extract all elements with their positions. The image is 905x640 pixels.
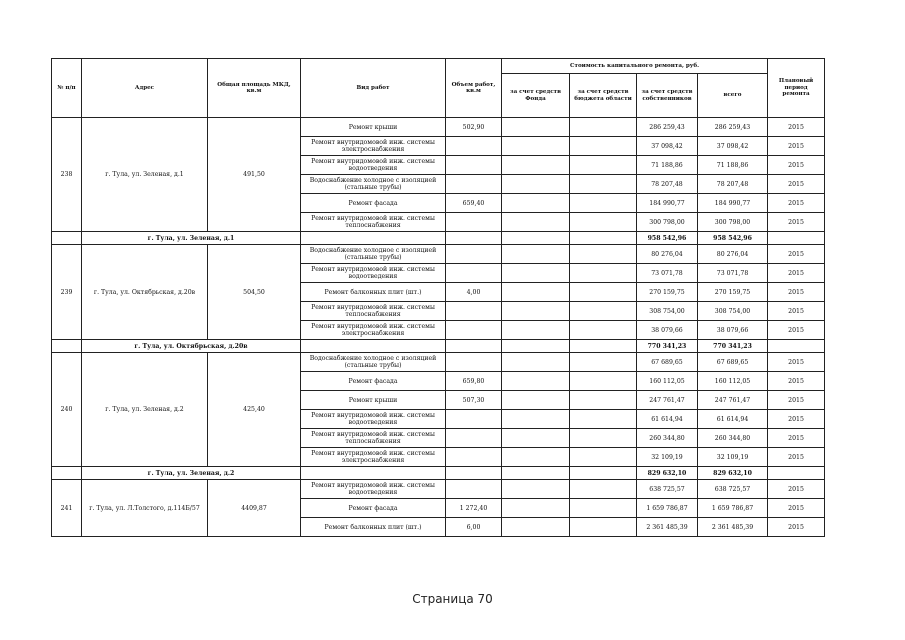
region-cell: [570, 213, 637, 232]
period-cell: 2015: [768, 213, 825, 232]
volume-cell: 507,30: [446, 391, 502, 410]
work-type-cell: Ремонт фасада: [301, 499, 446, 518]
volume-cell: [446, 245, 502, 264]
fund-cell: [502, 391, 570, 410]
work-type-cell: Ремонт фасада: [301, 194, 446, 213]
volume-cell: 4,00: [446, 283, 502, 302]
region-cell: [570, 410, 637, 429]
total-cell: 160 112,05: [698, 372, 768, 391]
header-total: всего: [698, 74, 768, 118]
region-cell: [570, 518, 637, 537]
volume-cell: [446, 137, 502, 156]
fund-cell: [502, 372, 570, 391]
total-cell: 300 798,00: [698, 213, 768, 232]
region-cell: [570, 429, 637, 448]
total-cell: 260 344,80: [698, 429, 768, 448]
volume-cell: [446, 264, 502, 283]
volume-cell: [446, 480, 502, 499]
capital-repair-table: [51, 58, 825, 537]
total-cell: 71 188,86: [698, 156, 768, 175]
total-cell: 2 361 485,39: [698, 518, 768, 537]
period-cell: 2015: [768, 194, 825, 213]
table-row: [52, 480, 825, 499]
address-cell: г. Тула, ул. Л.Толстого, д.114Б/57: [82, 480, 208, 537]
total-cell: 308 754,00: [698, 302, 768, 321]
period-cell: 2015: [768, 499, 825, 518]
own-cell: 71 188,86: [637, 156, 698, 175]
fund-cell: [502, 321, 570, 340]
subtotal-row: [52, 340, 825, 353]
region-cell: [570, 391, 637, 410]
total-cell: 80 276,04: [698, 245, 768, 264]
region-cell: [570, 321, 637, 340]
fund-cell: [502, 245, 570, 264]
work-type-cell: Ремонт внутридомовой инж. системы теплоснабжения: [301, 429, 446, 448]
volume-cell: 659,80: [446, 372, 502, 391]
region-cell: [570, 372, 637, 391]
region-cell: [570, 175, 637, 194]
own-cell: 32 109,19: [637, 448, 698, 467]
own-cell: 638 725,57: [637, 480, 698, 499]
period-cell: 2015: [768, 410, 825, 429]
region-cell: [570, 264, 637, 283]
area-cell: 4409,87: [208, 480, 301, 537]
subtotal-row: [52, 232, 825, 245]
period-cell: 2015: [768, 156, 825, 175]
work-type-cell: Ремонт балконных плит (шт.): [301, 283, 446, 302]
fund-cell: [502, 213, 570, 232]
region-cell: [570, 480, 637, 499]
own-cell: 67 689,65: [637, 353, 698, 372]
total-cell: 32 109,19: [698, 448, 768, 467]
header-fund: за счет средств Фонда: [502, 74, 570, 118]
header-volume: Объем работ, кв.м: [446, 59, 502, 118]
own-cell: 160 112,05: [637, 372, 698, 391]
work-type-cell: Ремонт внутридомовой инж. системы теплоснабжения: [301, 213, 446, 232]
fund-cell: [502, 480, 570, 499]
own-cell: 260 344,80: [637, 429, 698, 448]
table-row: [52, 118, 825, 137]
header-no: № п/п: [52, 59, 82, 118]
work-type-cell: Ремонт внутридомовой инж. системы электроснабжения: [301, 448, 446, 467]
region-cell: [570, 283, 637, 302]
work-type-cell: Ремонт внутридомовой инж. системы водоотведения: [301, 264, 446, 283]
fund-cell: [502, 499, 570, 518]
total-cell: 67 689,65: [698, 353, 768, 372]
own-cell: 270 159,75: [637, 283, 698, 302]
header-period: Плановый период ремонта: [768, 59, 825, 118]
work-type-cell: Водоснабжение холодное с изоляцией (стальные трубы): [301, 245, 446, 264]
period-cell: 2015: [768, 518, 825, 537]
region-cell: [570, 156, 637, 175]
own-cell: 38 079,66: [637, 321, 698, 340]
header-region: за счет средств бюджета области: [570, 74, 637, 118]
address-cell: г. Тула, ул. Зеленая, д.1: [82, 118, 208, 232]
fund-cell: [502, 518, 570, 537]
subtotal-label: г. Тула, ул. Зеленая, д.2: [82, 467, 301, 480]
header-address: Адрес: [82, 59, 208, 118]
period-cell: 2015: [768, 480, 825, 499]
fund-cell: [502, 175, 570, 194]
subtotal-total: 829 632,10: [698, 467, 768, 480]
work-type-cell: Ремонт внутридомовой инж. системы теплоснабжения: [301, 302, 446, 321]
fund-cell: [502, 137, 570, 156]
total-cell: 1 659 786,87: [698, 499, 768, 518]
period-cell: 2015: [768, 137, 825, 156]
header-work-type: Вид работ: [301, 59, 446, 118]
total-cell: 38 079,66: [698, 321, 768, 340]
total-cell: 61 614,94: [698, 410, 768, 429]
fund-cell: [502, 410, 570, 429]
area-cell: 491,50: [208, 118, 301, 232]
own-cell: 37 098,42: [637, 137, 698, 156]
fund-cell: [502, 118, 570, 137]
fund-cell: [502, 302, 570, 321]
row-number-cell: 240: [52, 353, 82, 467]
table-row: [52, 245, 825, 264]
volume-cell: [446, 175, 502, 194]
table-header: [52, 59, 825, 118]
total-cell: 270 159,75: [698, 283, 768, 302]
volume-cell: [446, 429, 502, 448]
own-cell: 300 798,00: [637, 213, 698, 232]
subtotal-label: г. Тула, ул. Октябрьская, д.20в: [82, 340, 301, 353]
address-cell: г. Тула, ул. Октябрьская, д.20в: [82, 245, 208, 340]
period-cell: 2015: [768, 283, 825, 302]
subtotal-total: 958 542,96: [698, 232, 768, 245]
work-type-cell: Ремонт внутридомовой инж. системы водоотведения: [301, 410, 446, 429]
page-footer: Страница 70: [412, 592, 493, 606]
work-type-cell: Ремонт внутридомовой инж. системы электроснабжения: [301, 321, 446, 340]
volume-cell: [446, 321, 502, 340]
row-number-cell: 239: [52, 245, 82, 340]
volume-cell: 659,40: [446, 194, 502, 213]
fund-cell: [502, 264, 570, 283]
fund-cell: [502, 353, 570, 372]
total-cell: 286 259,43: [698, 118, 768, 137]
volume-cell: [446, 353, 502, 372]
volume-cell: [446, 213, 502, 232]
region-cell: [570, 499, 637, 518]
own-cell: 61 614,94: [637, 410, 698, 429]
work-type-cell: Ремонт крыши: [301, 391, 446, 410]
own-cell: 308 754,00: [637, 302, 698, 321]
work-type-cell: Ремонт крыши: [301, 118, 446, 137]
work-type-cell: Водоснабжение холодное с изоляцией (стальные трубы): [301, 353, 446, 372]
fund-cell: [502, 448, 570, 467]
region-cell: [570, 245, 637, 264]
total-cell: 184 990,77: [698, 194, 768, 213]
own-cell: 73 071,78: [637, 264, 698, 283]
period-cell: 2015: [768, 353, 825, 372]
header-own: за счет средств собственников: [637, 74, 698, 118]
volume-cell: [446, 448, 502, 467]
row-number-cell: 238: [52, 118, 82, 232]
period-cell: 2015: [768, 245, 825, 264]
region-cell: [570, 118, 637, 137]
subtotal-own: 958 542,96: [637, 232, 698, 245]
subtotal-row: [52, 467, 825, 480]
subtotal-label: г. Тула, ул. Зеленая, д.1: [82, 232, 301, 245]
own-cell: 184 990,77: [637, 194, 698, 213]
fund-cell: [502, 283, 570, 302]
subtotal-own: 829 632,10: [637, 467, 698, 480]
header-cost-group: Стоимость капитального ремонта, руб.: [502, 59, 768, 74]
subtotal-total: 770 341,23: [698, 340, 768, 353]
period-cell: 2015: [768, 264, 825, 283]
region-cell: [570, 353, 637, 372]
period-cell: 2015: [768, 448, 825, 467]
region-cell: [570, 194, 637, 213]
region-cell: [570, 448, 637, 467]
region-cell: [570, 137, 637, 156]
period-cell: 2015: [768, 429, 825, 448]
period-cell: 2015: [768, 302, 825, 321]
area-cell: 425,40: [208, 353, 301, 467]
volume-cell: [446, 302, 502, 321]
period-cell: 2015: [768, 321, 825, 340]
own-cell: 2 361 485,39: [637, 518, 698, 537]
total-cell: 73 071,78: [698, 264, 768, 283]
total-cell: 247 761,47: [698, 391, 768, 410]
work-type-cell: Ремонт внутридомовой инж. системы водоотведения: [301, 156, 446, 175]
own-cell: 80 276,04: [637, 245, 698, 264]
work-type-cell: Ремонт внутридомовой инж. системы электроснабжения: [301, 137, 446, 156]
period-cell: 2015: [768, 391, 825, 410]
own-cell: 247 761,47: [637, 391, 698, 410]
own-cell: 286 259,43: [637, 118, 698, 137]
work-type-cell: Ремонт фасада: [301, 372, 446, 391]
volume-cell: [446, 410, 502, 429]
period-cell: 2015: [768, 175, 825, 194]
total-cell: 37 098,42: [698, 137, 768, 156]
work-type-cell: Водоснабжение холодное с изоляцией (стальные трубы): [301, 175, 446, 194]
period-cell: 2015: [768, 118, 825, 137]
fund-cell: [502, 429, 570, 448]
volume-cell: 502,90: [446, 118, 502, 137]
total-cell: 638 725,57: [698, 480, 768, 499]
work-type-cell: Ремонт внутридомовой инж. системы водоотведения: [301, 480, 446, 499]
fund-cell: [502, 194, 570, 213]
header-area: Общая площадь МКД, кв.м: [208, 59, 301, 118]
work-type-cell: Ремонт балконных плит (шт.): [301, 518, 446, 537]
fund-cell: [502, 156, 570, 175]
volume-cell: 6,00: [446, 518, 502, 537]
table-row: [52, 353, 825, 372]
own-cell: 1 659 786,87: [637, 499, 698, 518]
total-cell: 78 207,48: [698, 175, 768, 194]
row-number-cell: 241: [52, 480, 82, 537]
volume-cell: [446, 156, 502, 175]
own-cell: 78 207,48: [637, 175, 698, 194]
address-cell: г. Тула, ул. Зеленая, д.2: [82, 353, 208, 467]
period-cell: 2015: [768, 372, 825, 391]
region-cell: [570, 302, 637, 321]
volume-cell: 1 272,40: [446, 499, 502, 518]
table-body: [52, 118, 825, 537]
subtotal-own: 770 341,23: [637, 340, 698, 353]
area-cell: 504,50: [208, 245, 301, 340]
